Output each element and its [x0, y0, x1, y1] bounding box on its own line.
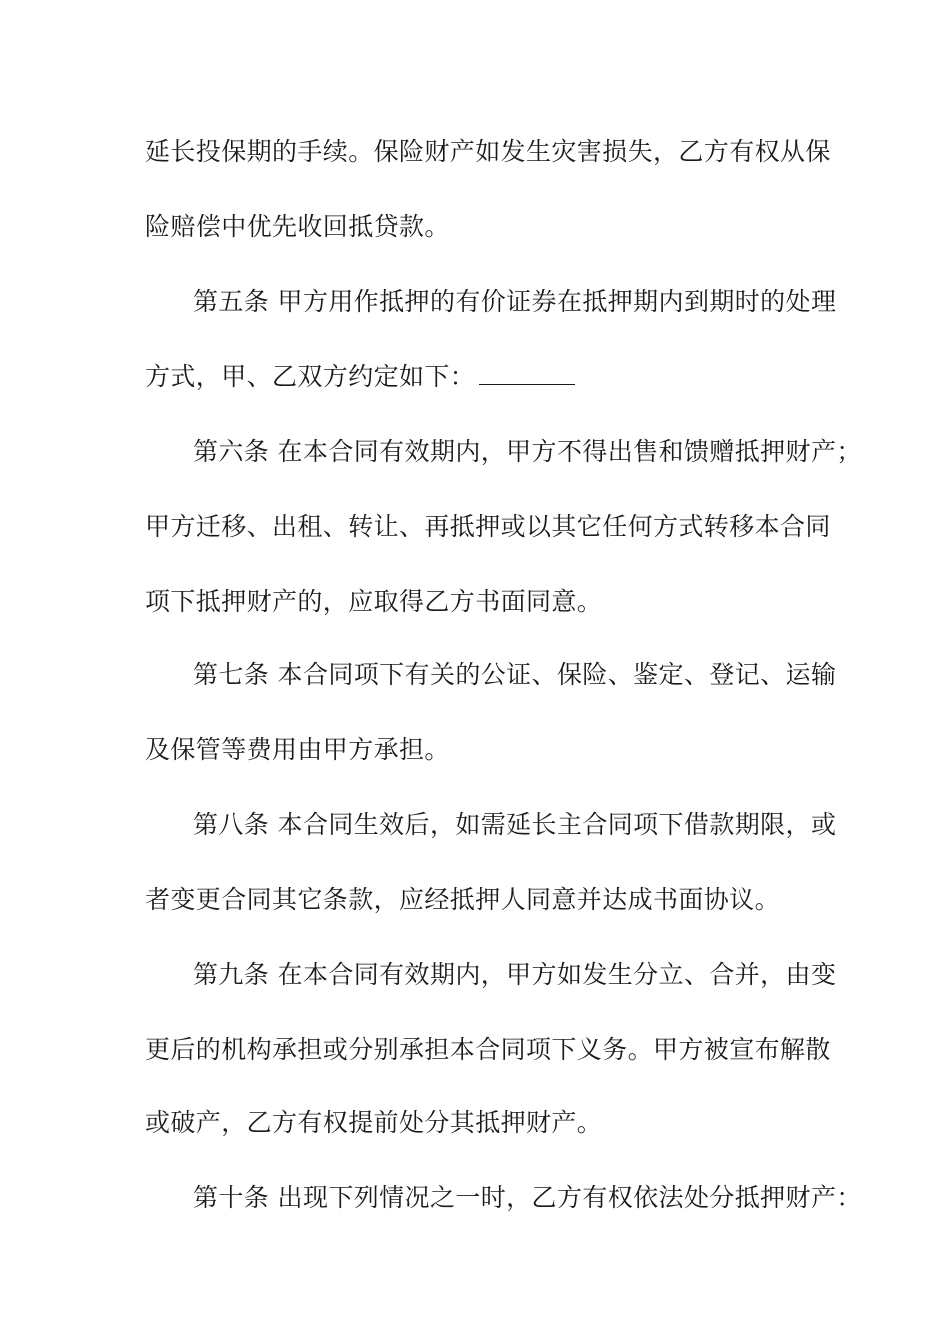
- article-9-line-1: 第九条 在本合同有效期内，甲方如发生分立、合并，由变: [193, 960, 837, 989]
- article-5-line-2-text: 方式，甲、乙双方约定如下：: [145, 362, 476, 391]
- article-5-line-1: 第五条 甲方用作抵押的有价证券在抵押期内到期时的处理: [193, 287, 837, 316]
- article-6-line-1: 第六条 在本合同有效期内，甲方不得出售和馈赠抵押财产；: [193, 437, 862, 466]
- article-7-line-1: 第七条 本合同项下有关的公证、保险、鉴定、登记、运输: [193, 660, 837, 689]
- text-line-2: 险赔偿中优先收回抵贷款。: [145, 212, 450, 241]
- article-6-line-2: 甲方迁移、出租、转让、再抵押或以其它任何方式转移本合同: [145, 512, 831, 541]
- fill-in-blank[interactable]: [479, 362, 575, 385]
- article-7-line-2: 及保管等费用由甲方承担。: [145, 735, 450, 764]
- text-line-1: 延长投保期的手续。保险财产如发生灾害损失，乙方有权从保: [145, 137, 831, 166]
- article-6-line-3: 项下抵押财产的，应取得乙方书面同意。: [145, 587, 603, 616]
- article-10-line-1: 第十条 出现下列情况之一时，乙方有权依法处分抵押财产：: [193, 1183, 862, 1212]
- article-9-line-2: 更后的机构承担或分别承担本合同项下义务。甲方被宣布解散: [145, 1035, 831, 1064]
- article-5-line-2: [145, 362, 575, 392]
- article-8-line-2: 者变更合同其它条款，应经抵押人同意并达成书面协议。: [145, 885, 781, 914]
- article-9-line-3: 或破产，乙方有权提前处分其抵押财产。: [145, 1108, 603, 1137]
- article-8-line-1: 第八条 本合同生效后，如需延长主合同项下借款期限，或: [193, 810, 837, 839]
